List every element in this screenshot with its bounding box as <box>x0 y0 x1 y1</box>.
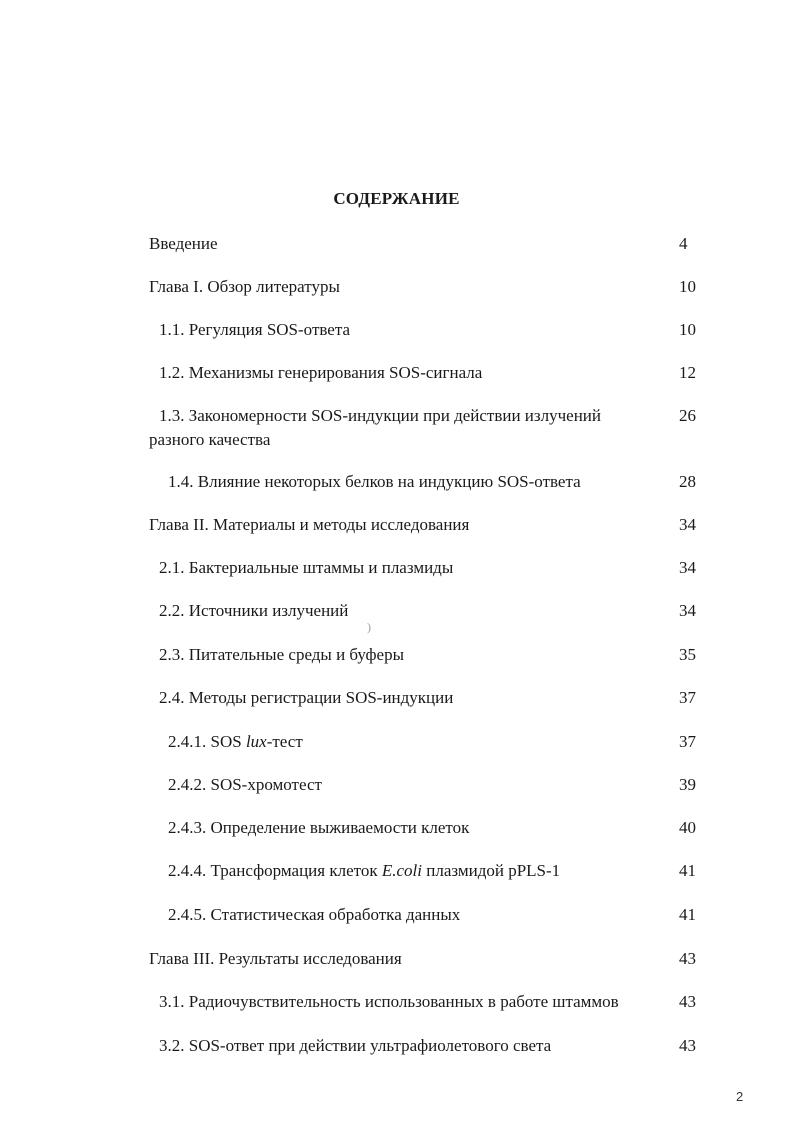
toc-entry-title: 2.3. Питательные среды и буферы <box>159 645 404 664</box>
toc-entry-title: 2.4. Методы регистрации SOS-индукции <box>159 688 454 707</box>
toc-entry-title: 1.1. Регуляция SOS-ответа <box>159 320 351 339</box>
toc-entry-page: 10 <box>679 320 696 339</box>
toc-entry-title: 2.2. Источники излучений <box>159 601 349 620</box>
toc-entry-title: 2.4.2. SOS-хромотест <box>168 775 322 794</box>
toc-entry-page: 37 <box>679 732 696 751</box>
toc-entry-page: 41 <box>679 905 696 924</box>
toc-entry-title: 2.4.5. Статистическая обработка данных <box>168 905 461 924</box>
toc-entry-page: 43 <box>679 949 696 968</box>
toc-entry-title: 2.4.3. Определение выживаемости клеток <box>168 818 470 837</box>
toc-entry-title: 1.4. Влияние некоторых белков на индукцию SOS-ответа <box>168 472 581 491</box>
toc-entry-page: 10 <box>679 277 696 296</box>
toc-entry-page: 43 <box>679 992 696 1011</box>
toc-entry-page: 26 <box>679 406 696 425</box>
page-title: СОДЕРЖАНИЕ <box>333 189 460 208</box>
toc-entry-page: 28 <box>679 472 696 491</box>
toc-entry-title: Глава I. Обзор литературы <box>149 277 340 296</box>
toc-entry-title: Глава III. Результаты исследования <box>149 949 402 968</box>
toc-entry-page: 34 <box>679 601 696 620</box>
toc-entry-title: Глава II. Материалы и методы исследования <box>149 515 470 534</box>
toc-entry-page: 39 <box>679 775 696 794</box>
page-number: 2 <box>736 1089 744 1104</box>
toc-entry-title: 2.4.1. SOS lux-тест <box>168 732 303 751</box>
toc-entry-title: 3.1. Радиочувствительность использованных в работе штаммов <box>159 992 619 1011</box>
toc-entry-page: 37 <box>679 688 696 707</box>
toc-entry-page: 34 <box>679 558 696 577</box>
scan-artifact-mark: ) <box>367 620 371 634</box>
toc-entry-title: 2.4.4. Трансформация клеток E.coli плазмидой pPLS-1 <box>168 861 561 880</box>
toc-entry-title: Введение <box>149 234 218 253</box>
toc-entry-page: 40 <box>679 818 696 837</box>
toc-entry-page: 41 <box>679 861 696 880</box>
toc-entry-page: 35 <box>679 645 696 664</box>
toc-entry-title: 1.2. Механизмы генерирования SOS-сигнала <box>159 363 483 382</box>
toc-entry-title: 2.1. Бактериальные штаммы и плазмиды <box>159 558 454 577</box>
toc-entry-page: 43 <box>679 1036 696 1055</box>
toc-entry-title-continuation: разного качества <box>149 430 271 449</box>
toc-entry-page: 4 <box>679 234 688 253</box>
toc-entry-page: 34 <box>679 515 696 534</box>
toc-entry-title: 3.2. SOS-ответ при действии ультрафиолетового света <box>159 1036 552 1055</box>
toc-entry-page: 12 <box>679 363 696 382</box>
toc-entry-title: 1.3. Закономерности SOS-индукции при действии излучений <box>159 406 601 425</box>
